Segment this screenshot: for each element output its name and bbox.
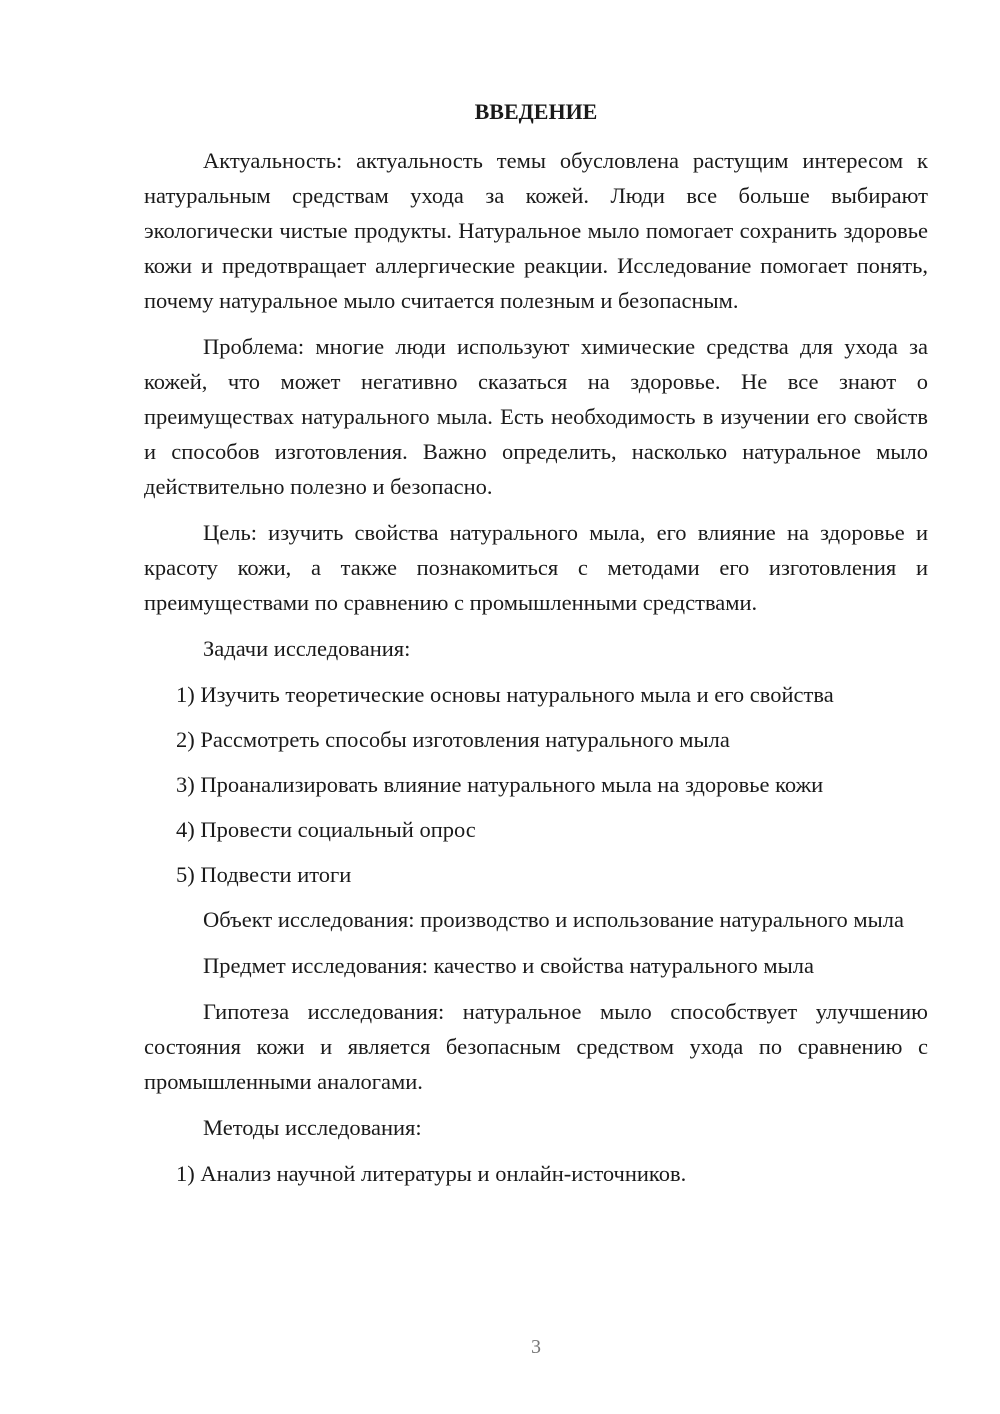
list-item: 4) Провести социальный опрос [176, 817, 476, 842]
subject-paragraph: Предмет исследования: качество и свойства натурального мыла [203, 953, 815, 978]
list-item: 1) Изучить теоретические основы натурального мыла и его свойства [176, 682, 834, 707]
list-item: 1) Анализ научной литературы и онлайн-источников. [176, 1161, 687, 1186]
tasks-list [144, 677, 928, 892]
methods-heading: Методы исследования: [203, 1115, 422, 1140]
problem-paragraph: Проблема: многие люди используют химические средства для ухода за кожей, что может негативно сказаться на здоровье. Не все знают о преимуществах натурального мыла. Есть необходимость в изучении его свойств и способов изготовления. Важно определить, насколько натуральное мыло действительно полезно и безопасно. [144, 334, 928, 499]
section-title: ВВЕДЕНИЕ [474, 99, 598, 124]
list-item: 2) Рассмотреть способы изготовления натурального мыла [176, 727, 730, 752]
methods-list [144, 1156, 928, 1191]
object-paragraph: Объект исследования: производство и использование натурального мыла [203, 907, 905, 932]
relevance-paragraph: Актуальность: актуальность темы обусловлена растущим интересом к натуральным средствам ухода за кожей. Люди все больше выбирают экологически чистые продукты. Натуральное мыло помогает сохранить здоровье кожи и предотвращает аллергические реакции. Исследование помогает понять, почему натуральное мыло считается полезным и безопасным. [144, 148, 928, 313]
document-body [144, 143, 928, 1201]
list-item: 3) Проанализировать влияние натурального мыла на здоровье кожи [176, 772, 824, 797]
page-number: 3 [531, 1336, 541, 1358]
goal-paragraph: Цель: изучить свойства натурального мыла, его влияние на здоровье и красоту кожи, а также познакомиться с методами его изготовления и преимуществами по сравнению с промышленными средствами. [144, 520, 928, 615]
list-item: 5) Подвести итоги [176, 862, 352, 887]
hypothesis-paragraph: Гипотеза исследования: натуральное мыло способствует улучшению состояния кожи и является безопасным средством ухода по сравнению с промышленными аналогами. [144, 999, 928, 1094]
tasks-heading: Задачи исследования: [203, 636, 411, 661]
